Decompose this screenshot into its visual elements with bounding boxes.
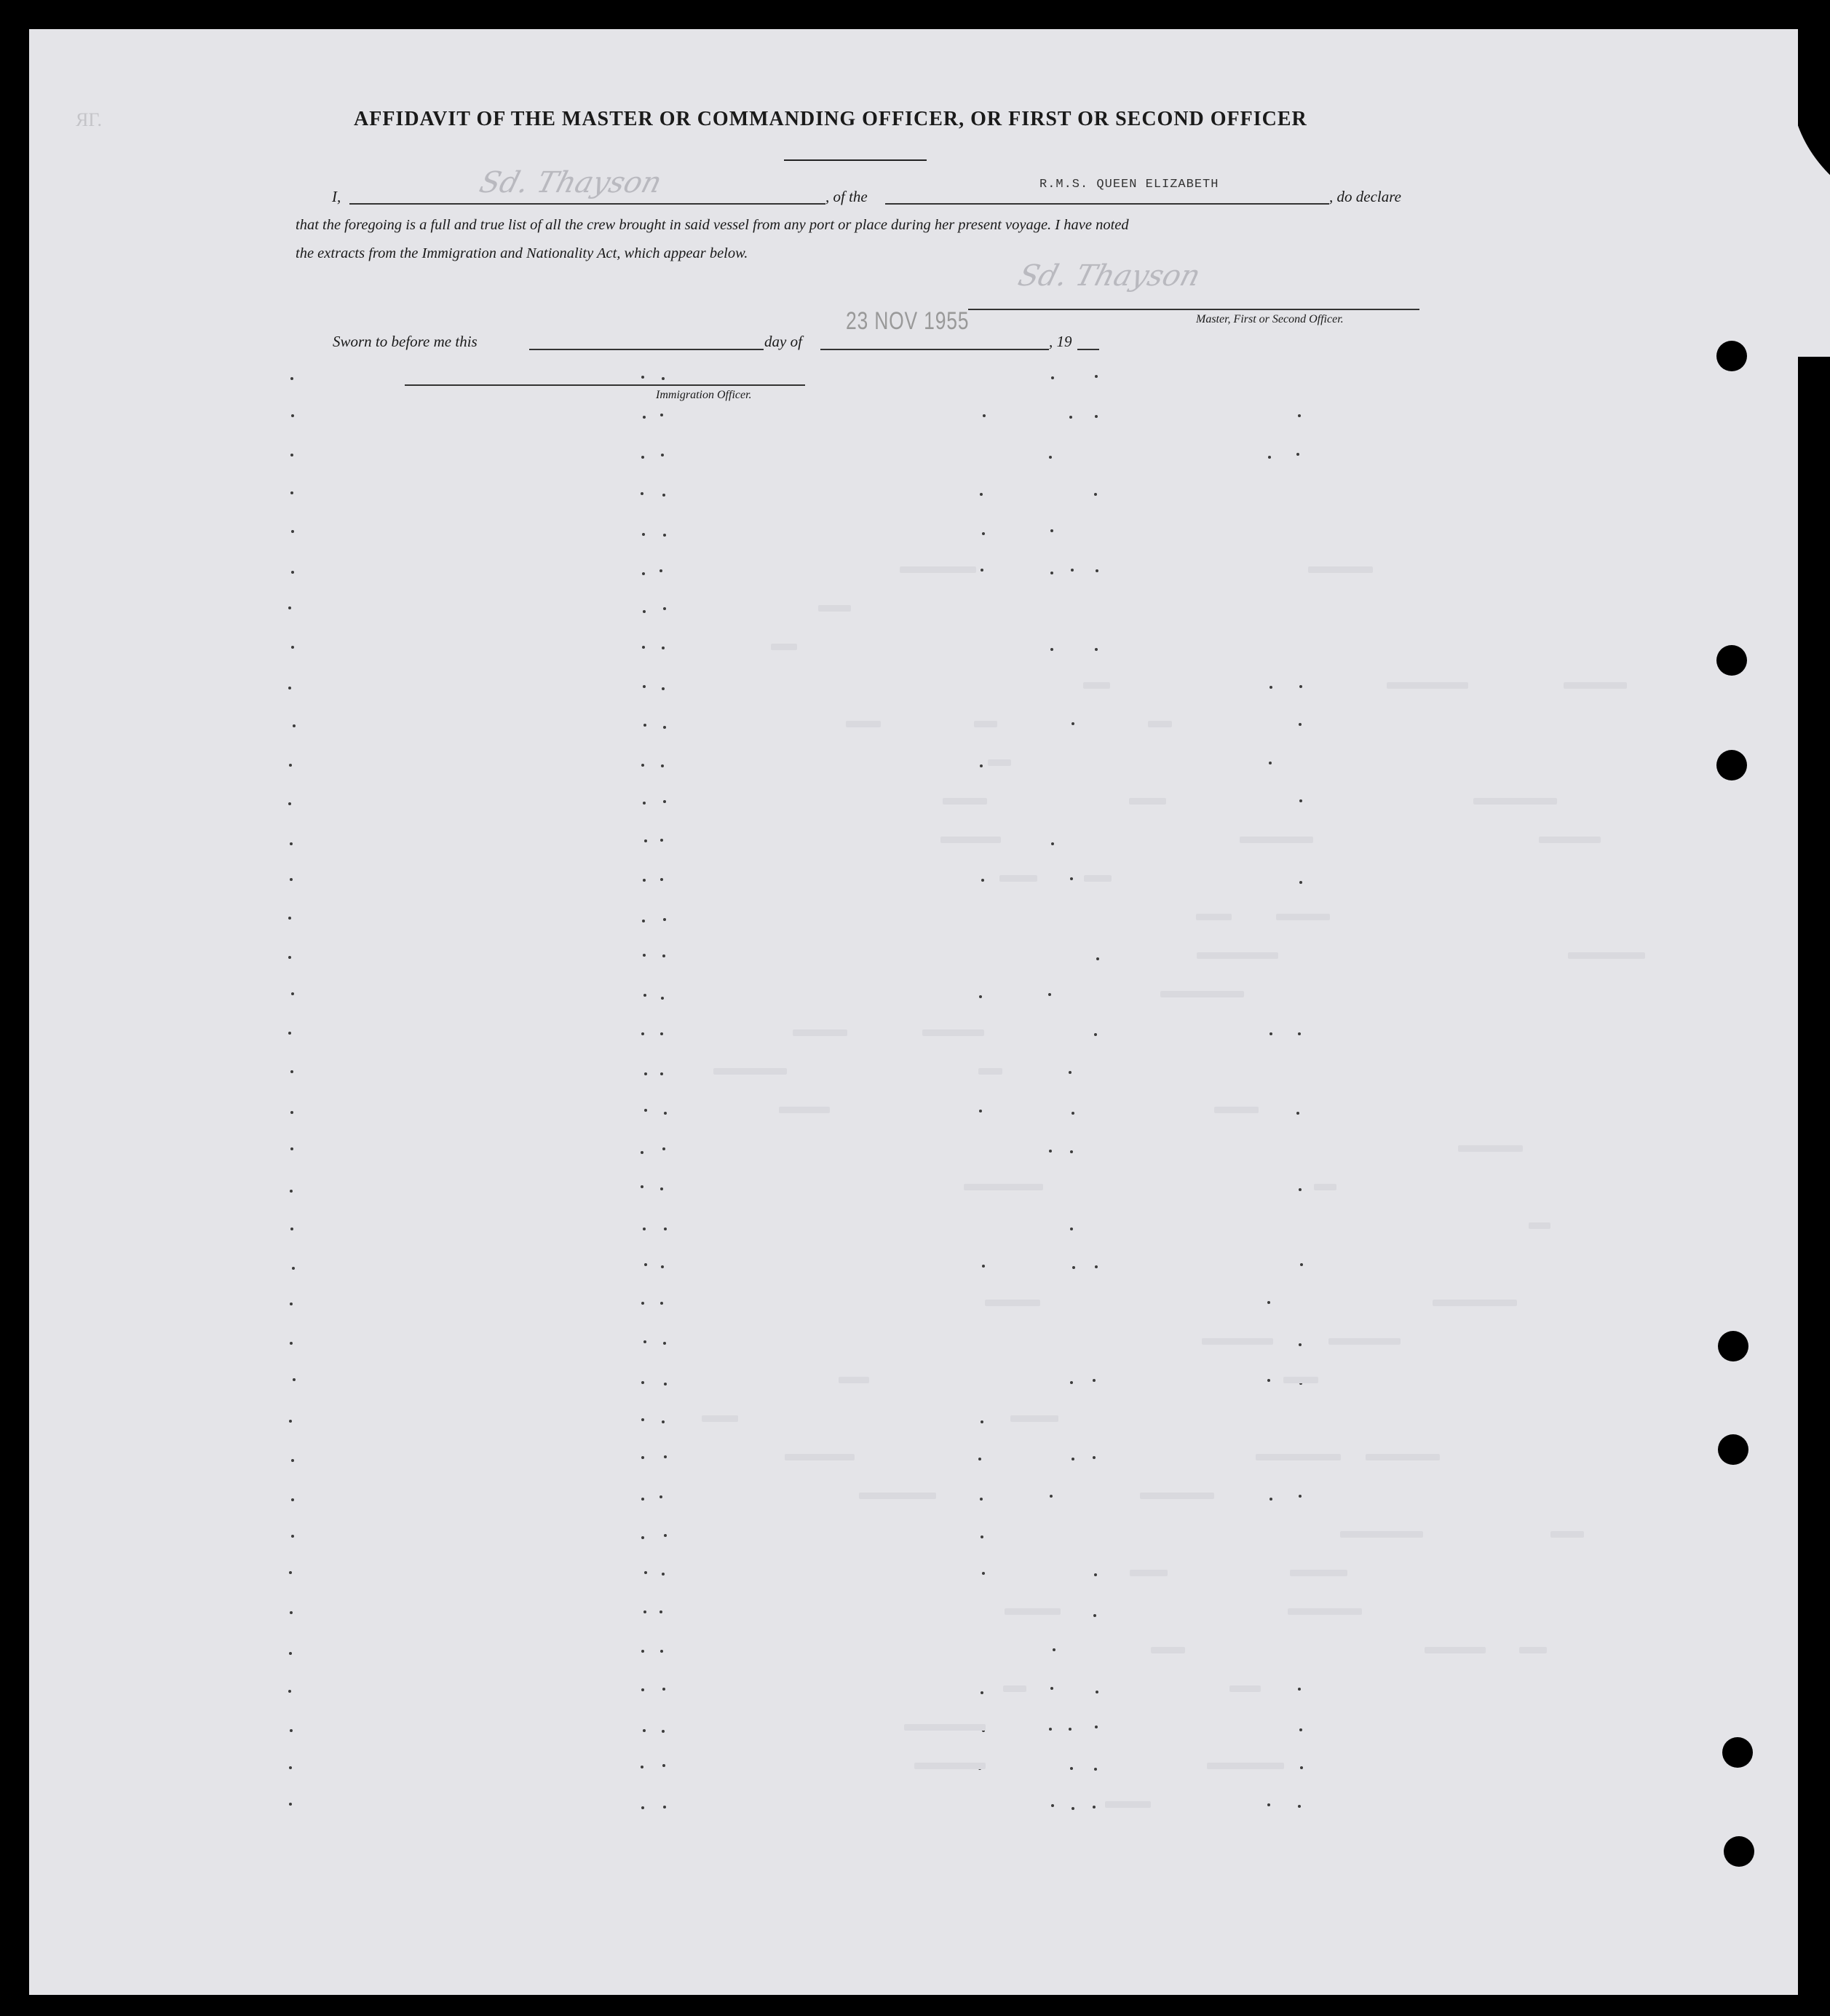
ledger-dot	[1267, 1379, 1270, 1382]
ghost-mark	[1151, 1647, 1185, 1653]
ghost-mark	[713, 1068, 787, 1075]
ledger-dot	[1093, 1806, 1096, 1809]
ghost-mark	[922, 1029, 984, 1036]
ledger-dot	[643, 685, 646, 688]
declare-suffix: , do declare	[1329, 188, 1401, 205]
ledger-dot	[664, 1534, 667, 1537]
punch-hole	[1716, 750, 1747, 780]
ledger-dot	[293, 1378, 296, 1381]
punch-hole	[1716, 645, 1747, 676]
ledger-dot	[288, 687, 291, 689]
ledger-dot	[1069, 416, 1072, 419]
ledger-dot	[1050, 1687, 1053, 1690]
ledger-dot	[643, 994, 646, 997]
ledger-dot	[1072, 1266, 1075, 1269]
ghost-mark	[985, 1300, 1040, 1306]
declaration-line-2: that the foregoing is a full and true list of all the crew brought in said vessel from any port or place during her present voyage. I have noted	[296, 217, 1129, 233]
ledger-dot	[288, 1690, 291, 1693]
of-the-label: , of the	[825, 188, 868, 205]
ledger-dot	[1094, 1573, 1097, 1576]
ledger-dot	[291, 414, 294, 417]
ghost-mark	[1290, 1570, 1347, 1576]
ghost-mark	[1003, 1685, 1026, 1692]
ledger-dot	[641, 1806, 644, 1809]
ghost-mark	[785, 1454, 855, 1460]
declarant-name-line	[349, 203, 825, 205]
ledger-dot	[982, 1572, 985, 1575]
ledger-dot	[664, 1455, 667, 1458]
ghost-mark	[1283, 1377, 1305, 1383]
ledger-dot	[289, 1652, 292, 1655]
ghost-mark	[1207, 1763, 1284, 1769]
ledger-dot	[663, 726, 666, 729]
ghost-mark	[1160, 991, 1244, 997]
ledger-dot	[1298, 1688, 1301, 1691]
ledger-dot	[1299, 1728, 1302, 1731]
ledger-dot	[644, 1072, 647, 1075]
sworn-month-line	[820, 349, 1049, 350]
ledger-dot	[290, 1228, 293, 1230]
ledger-dot	[1298, 1805, 1301, 1808]
ledger-dot	[1069, 1728, 1072, 1731]
ledger-dot	[661, 1265, 664, 1268]
ledger-dot	[659, 569, 662, 572]
ghost-mark	[1314, 1184, 1336, 1190]
ledger-dot	[661, 997, 664, 1000]
ledger-dot	[661, 454, 664, 456]
ledger-dot	[290, 1303, 293, 1305]
ledger-dot	[642, 920, 645, 922]
ledger-dot	[290, 878, 293, 881]
vessel-name: R.M.S. QUEEN ELIZABETH	[1039, 178, 1219, 191]
ledger-dot	[1069, 1071, 1072, 1074]
ghost-mark	[974, 721, 997, 727]
ledger-dot	[1072, 1807, 1074, 1810]
ghost-mark	[900, 566, 976, 573]
ledger-dot	[291, 1535, 294, 1538]
ledger-dot	[644, 1109, 647, 1112]
ghost-mark	[1568, 952, 1645, 959]
ledger-dot	[641, 1536, 644, 1539]
ledger-dot	[662, 954, 665, 957]
ghost-mark	[1130, 1570, 1168, 1576]
punch-hole	[1724, 1836, 1754, 1867]
ghost-mark	[1433, 1300, 1517, 1306]
sworn-day-line	[529, 349, 764, 350]
torn-corner	[1623, 51, 1830, 357]
ledger-dot	[663, 1342, 666, 1345]
ledger-dot	[981, 879, 984, 882]
ledger-dot	[1094, 1768, 1097, 1771]
ledger-dot	[979, 1110, 982, 1112]
ledger-dot	[1072, 1112, 1074, 1115]
ledger-dot	[1269, 1032, 1272, 1035]
ledger-dot	[643, 416, 646, 419]
ledger-dot	[1299, 799, 1302, 802]
ledger-dot	[289, 1803, 292, 1806]
ledger-dot	[663, 918, 666, 921]
ghost-mark	[964, 1184, 1043, 1190]
ledger-dot	[290, 1111, 293, 1114]
ledger-dot	[1267, 1301, 1270, 1304]
ledger-dot	[642, 533, 645, 536]
punch-hole	[1716, 341, 1747, 371]
ledger-dot	[641, 1302, 644, 1305]
ledger-dot	[1071, 569, 1074, 572]
ghost-mark	[846, 721, 881, 727]
sworn-year-line	[1077, 349, 1099, 350]
ledger-dot	[1095, 375, 1098, 378]
ledger-dot	[1095, 648, 1098, 651]
ghost-mark	[702, 1415, 738, 1422]
ledger-dot	[660, 1650, 663, 1653]
ledger-dot	[1070, 1381, 1073, 1384]
ledger-dot	[643, 802, 646, 805]
ledger-dot	[982, 1265, 985, 1268]
ledger-dot	[660, 878, 663, 881]
ledger-dot	[1053, 1648, 1055, 1651]
ledger-dot	[643, 610, 646, 613]
ghost-mark	[1105, 1801, 1151, 1808]
ledger-dot	[641, 456, 644, 459]
ledger-dot	[643, 954, 646, 957]
vessel-name-line	[885, 203, 1329, 205]
ghost-mark	[988, 759, 1011, 766]
ledger-dot	[659, 1495, 662, 1498]
ledger-dot	[1050, 1495, 1053, 1498]
ghost-mark	[943, 798, 987, 805]
ledger-dot	[1049, 1150, 1052, 1153]
ledger-dot	[1269, 686, 1272, 689]
ghost-mark	[1148, 721, 1172, 727]
ledger-dot	[660, 1032, 663, 1035]
ledger-dot	[663, 800, 666, 803]
ledger-dot	[662, 1688, 665, 1691]
ghost-mark	[1539, 837, 1601, 843]
document-title: AFFIDAVIT OF THE MASTER OR COMMANDING OFFICER, OR FIRST OR SECOND OFFICER	[354, 108, 1307, 130]
ghost-mark	[1214, 1107, 1259, 1113]
ledger-dot	[1070, 1767, 1073, 1770]
ledger-dot	[292, 1267, 295, 1270]
ledger-dot	[1268, 456, 1271, 459]
ghost-mark	[1229, 1685, 1261, 1692]
ledger-dot	[1049, 456, 1052, 459]
ghost-mark	[1425, 1647, 1486, 1653]
ghost-mark	[1197, 952, 1278, 959]
ledger-dot	[1299, 1188, 1302, 1191]
ghost-mark	[771, 644, 797, 650]
ledger-dot	[659, 1610, 662, 1613]
ledger-dot	[662, 377, 665, 380]
ledger-dot	[1050, 648, 1053, 651]
ledger-dot	[982, 532, 985, 535]
ghost-mark	[1529, 1222, 1550, 1229]
ledger-dot	[981, 1420, 983, 1423]
ledger-dot	[1095, 1265, 1098, 1268]
ledger-dot	[1096, 569, 1098, 572]
ledger-dot	[288, 606, 291, 609]
ghost-mark	[1240, 837, 1313, 843]
ledger-dot	[662, 1764, 665, 1767]
ghost-mark	[1276, 914, 1330, 920]
ghost-mark	[1196, 914, 1232, 920]
ledger-dot	[662, 647, 665, 649]
ledger-dot	[1095, 415, 1098, 418]
ledger-dot	[1051, 376, 1054, 379]
ledger-dot	[1093, 1456, 1096, 1459]
ledger-dot	[643, 724, 646, 727]
ghost-mark	[1202, 1338, 1273, 1345]
ledger-dot	[1096, 957, 1099, 960]
ledger-dot	[1269, 762, 1272, 764]
declaration-line-3: the extracts from the Immigration and Nationality Act, which appear below.	[296, 245, 748, 261]
ghost-mark	[1340, 1531, 1423, 1538]
ledger-dot	[641, 1498, 644, 1501]
master-signature-line	[968, 309, 1419, 310]
ledger-dot	[1093, 1379, 1096, 1382]
sworn-prefix: Sworn to before me this	[333, 333, 478, 350]
ledger-dot	[660, 1072, 663, 1075]
ledger-dot	[980, 493, 983, 496]
ledger-dot	[980, 1498, 983, 1501]
ledger-dot	[1051, 1804, 1054, 1807]
ledger-dot	[1299, 881, 1302, 884]
ledger-dot	[289, 764, 292, 767]
ledger-dot	[980, 764, 983, 767]
ledger-dot	[1070, 1150, 1073, 1153]
ghost-mark	[1387, 682, 1468, 689]
ledger-dot	[291, 571, 294, 574]
ledger-dot	[641, 376, 644, 379]
ledger-dot	[1298, 1032, 1301, 1035]
declarant-prefix: I,	[332, 188, 341, 205]
ledger-dot	[1050, 529, 1053, 532]
ledger-dot	[290, 1190, 293, 1193]
ledger-dot	[290, 1342, 293, 1345]
ledger-dot	[641, 1456, 644, 1459]
ledger-dot	[288, 1032, 291, 1035]
ledger-dot	[664, 1112, 667, 1115]
ledger-dot	[663, 534, 666, 537]
ghost-mark	[839, 1377, 869, 1383]
ledger-dot	[662, 1573, 665, 1576]
ledger-dot	[981, 1535, 983, 1538]
ledger-dot	[1296, 453, 1299, 456]
ledger-dot	[288, 802, 291, 805]
ledger-dot	[660, 839, 663, 842]
declarant-signature: Sd. Thayson	[475, 166, 665, 199]
ledger-dot	[641, 1766, 643, 1768]
master-signature: Sd. Thayson	[1014, 259, 1204, 293]
ledger-dot	[289, 1420, 292, 1423]
ghost-mark	[1366, 1454, 1440, 1460]
ledger-dot	[662, 1147, 665, 1150]
ledger-dot	[643, 1729, 646, 1732]
punch-hole	[1718, 1434, 1748, 1465]
ledger-dot	[983, 414, 986, 417]
ghost-mark	[904, 1724, 986, 1731]
ledger-dot	[1072, 722, 1074, 725]
ledger-dot	[641, 1650, 644, 1653]
master-signature-caption: Master, First or Second Officer.	[1196, 313, 1344, 325]
officer-signature-line	[405, 384, 805, 386]
ghost-mark	[1293, 1608, 1362, 1615]
ghost-mark	[1332, 1338, 1401, 1345]
ledger-dot	[1072, 1458, 1074, 1460]
day-of-label: day of	[764, 333, 802, 350]
ledger-dot	[642, 572, 645, 575]
ledger-dot	[1070, 1228, 1073, 1230]
ledger-dot	[289, 1766, 292, 1769]
ledger-dot	[290, 377, 293, 380]
ledger-dot	[641, 492, 643, 495]
year-prefix: , 19	[1049, 333, 1072, 350]
ghost-mark	[818, 605, 851, 612]
ledger-dot	[1299, 723, 1302, 726]
ledger-dot	[661, 764, 664, 767]
ghost-mark	[1005, 1608, 1061, 1615]
ledger-dot	[981, 569, 983, 572]
ledger-dot	[663, 1806, 666, 1809]
ghost-mark	[914, 1763, 986, 1769]
ledger-dot	[290, 491, 293, 494]
ghost-mark	[1458, 1145, 1523, 1152]
ghost-mark	[1308, 566, 1373, 573]
ghost-mark	[793, 1029, 847, 1036]
ledger-dot	[290, 842, 293, 845]
ledger-dot	[662, 494, 665, 497]
ghost-mark	[999, 875, 1037, 882]
ledger-dot	[641, 1688, 644, 1691]
ledger-dot	[1096, 1691, 1098, 1693]
ghost-mark	[1564, 682, 1627, 689]
title-underline	[784, 159, 927, 161]
ledger-dot	[293, 724, 296, 727]
ledger-dot	[1094, 493, 1097, 496]
ghost-mark	[1129, 798, 1166, 805]
ledger-dot	[979, 995, 982, 998]
ghost-mark	[978, 1068, 1002, 1075]
punch-hole	[1718, 1331, 1748, 1361]
ledger-dot	[981, 1691, 983, 1694]
ledger-dot	[642, 646, 645, 649]
ledger-dot	[641, 1151, 643, 1154]
ledger-dot	[1299, 685, 1302, 688]
ledger-dot	[1093, 1614, 1096, 1617]
ghost-mark	[1083, 682, 1110, 689]
ledger-dot	[664, 1228, 667, 1230]
ledger-dot	[660, 1302, 663, 1305]
ledger-dot	[641, 1032, 644, 1035]
ledger-dot	[662, 1730, 665, 1733]
ledger-dot	[1051, 842, 1054, 845]
ledger-dot	[1049, 1728, 1052, 1731]
ledger-dot	[1299, 1343, 1302, 1346]
ledger-dot	[1267, 1803, 1270, 1806]
ledger-dot	[1299, 1495, 1302, 1498]
ledger-dot	[641, 1381, 644, 1384]
ghost-mark	[1140, 1493, 1214, 1499]
ledger-dot	[1300, 1263, 1303, 1266]
ledger-dot	[1050, 572, 1053, 574]
ledger-dot	[290, 1729, 293, 1732]
ledger-dot	[641, 1418, 644, 1421]
ledger-dot	[1269, 1498, 1272, 1501]
ghost-mark	[859, 1493, 936, 1499]
date-stamp: 23 NOV 1955	[846, 307, 970, 335]
ledger-dot	[290, 1147, 293, 1150]
ledger-dot	[663, 607, 666, 610]
ghost-mark	[1473, 798, 1557, 805]
ledger-dot	[1300, 1766, 1303, 1769]
ledger-dot	[643, 879, 646, 882]
ghost-mark	[1010, 1415, 1058, 1422]
ledger-dot	[662, 1420, 665, 1423]
officer-caption: Immigration Officer.	[656, 389, 752, 401]
punch-hole	[1722, 1737, 1753, 1768]
ledger-dot	[291, 1498, 294, 1501]
ghost-mark	[779, 1107, 830, 1113]
ledger-dot	[291, 646, 294, 649]
corner-pencil-mark: ЯГ.	[76, 109, 102, 130]
ledger-dot	[643, 1228, 646, 1230]
ledger-dot	[288, 917, 291, 920]
ledger-dot	[290, 1070, 293, 1073]
ghost-mark	[940, 837, 1001, 843]
ledger-dot	[641, 764, 644, 767]
ledger-dot	[290, 454, 293, 456]
ledger-dot	[1095, 1726, 1098, 1728]
ledger-dot	[1094, 1033, 1097, 1036]
ghost-mark	[1550, 1531, 1584, 1538]
ledger-dot	[1296, 1112, 1299, 1115]
ledger-dot	[644, 1263, 647, 1266]
ghost-mark	[1256, 1454, 1341, 1460]
ledger-dot	[643, 1610, 646, 1613]
ledger-dot	[290, 1611, 293, 1614]
ledger-dot	[644, 1571, 647, 1574]
ledger-dot	[978, 1458, 981, 1460]
ghost-mark	[1084, 875, 1112, 882]
ledger-dot	[291, 992, 294, 995]
ledger-dot	[660, 1187, 663, 1190]
ledger-dot	[1298, 414, 1301, 417]
ledger-dot	[660, 414, 663, 416]
ledger-dot	[662, 687, 665, 690]
ledger-dot	[1070, 877, 1073, 880]
ledger-dot	[1048, 993, 1051, 996]
ledger-dot	[641, 1185, 643, 1188]
ledger-dot	[288, 956, 291, 959]
ledger-dot	[643, 1340, 646, 1343]
ledger-dot	[644, 839, 647, 842]
ledger-dot	[291, 1459, 294, 1462]
ledger-dot	[664, 1383, 667, 1385]
ghost-mark	[1519, 1647, 1547, 1653]
ledger-dot	[291, 530, 294, 533]
ledger-dot	[289, 1571, 292, 1574]
